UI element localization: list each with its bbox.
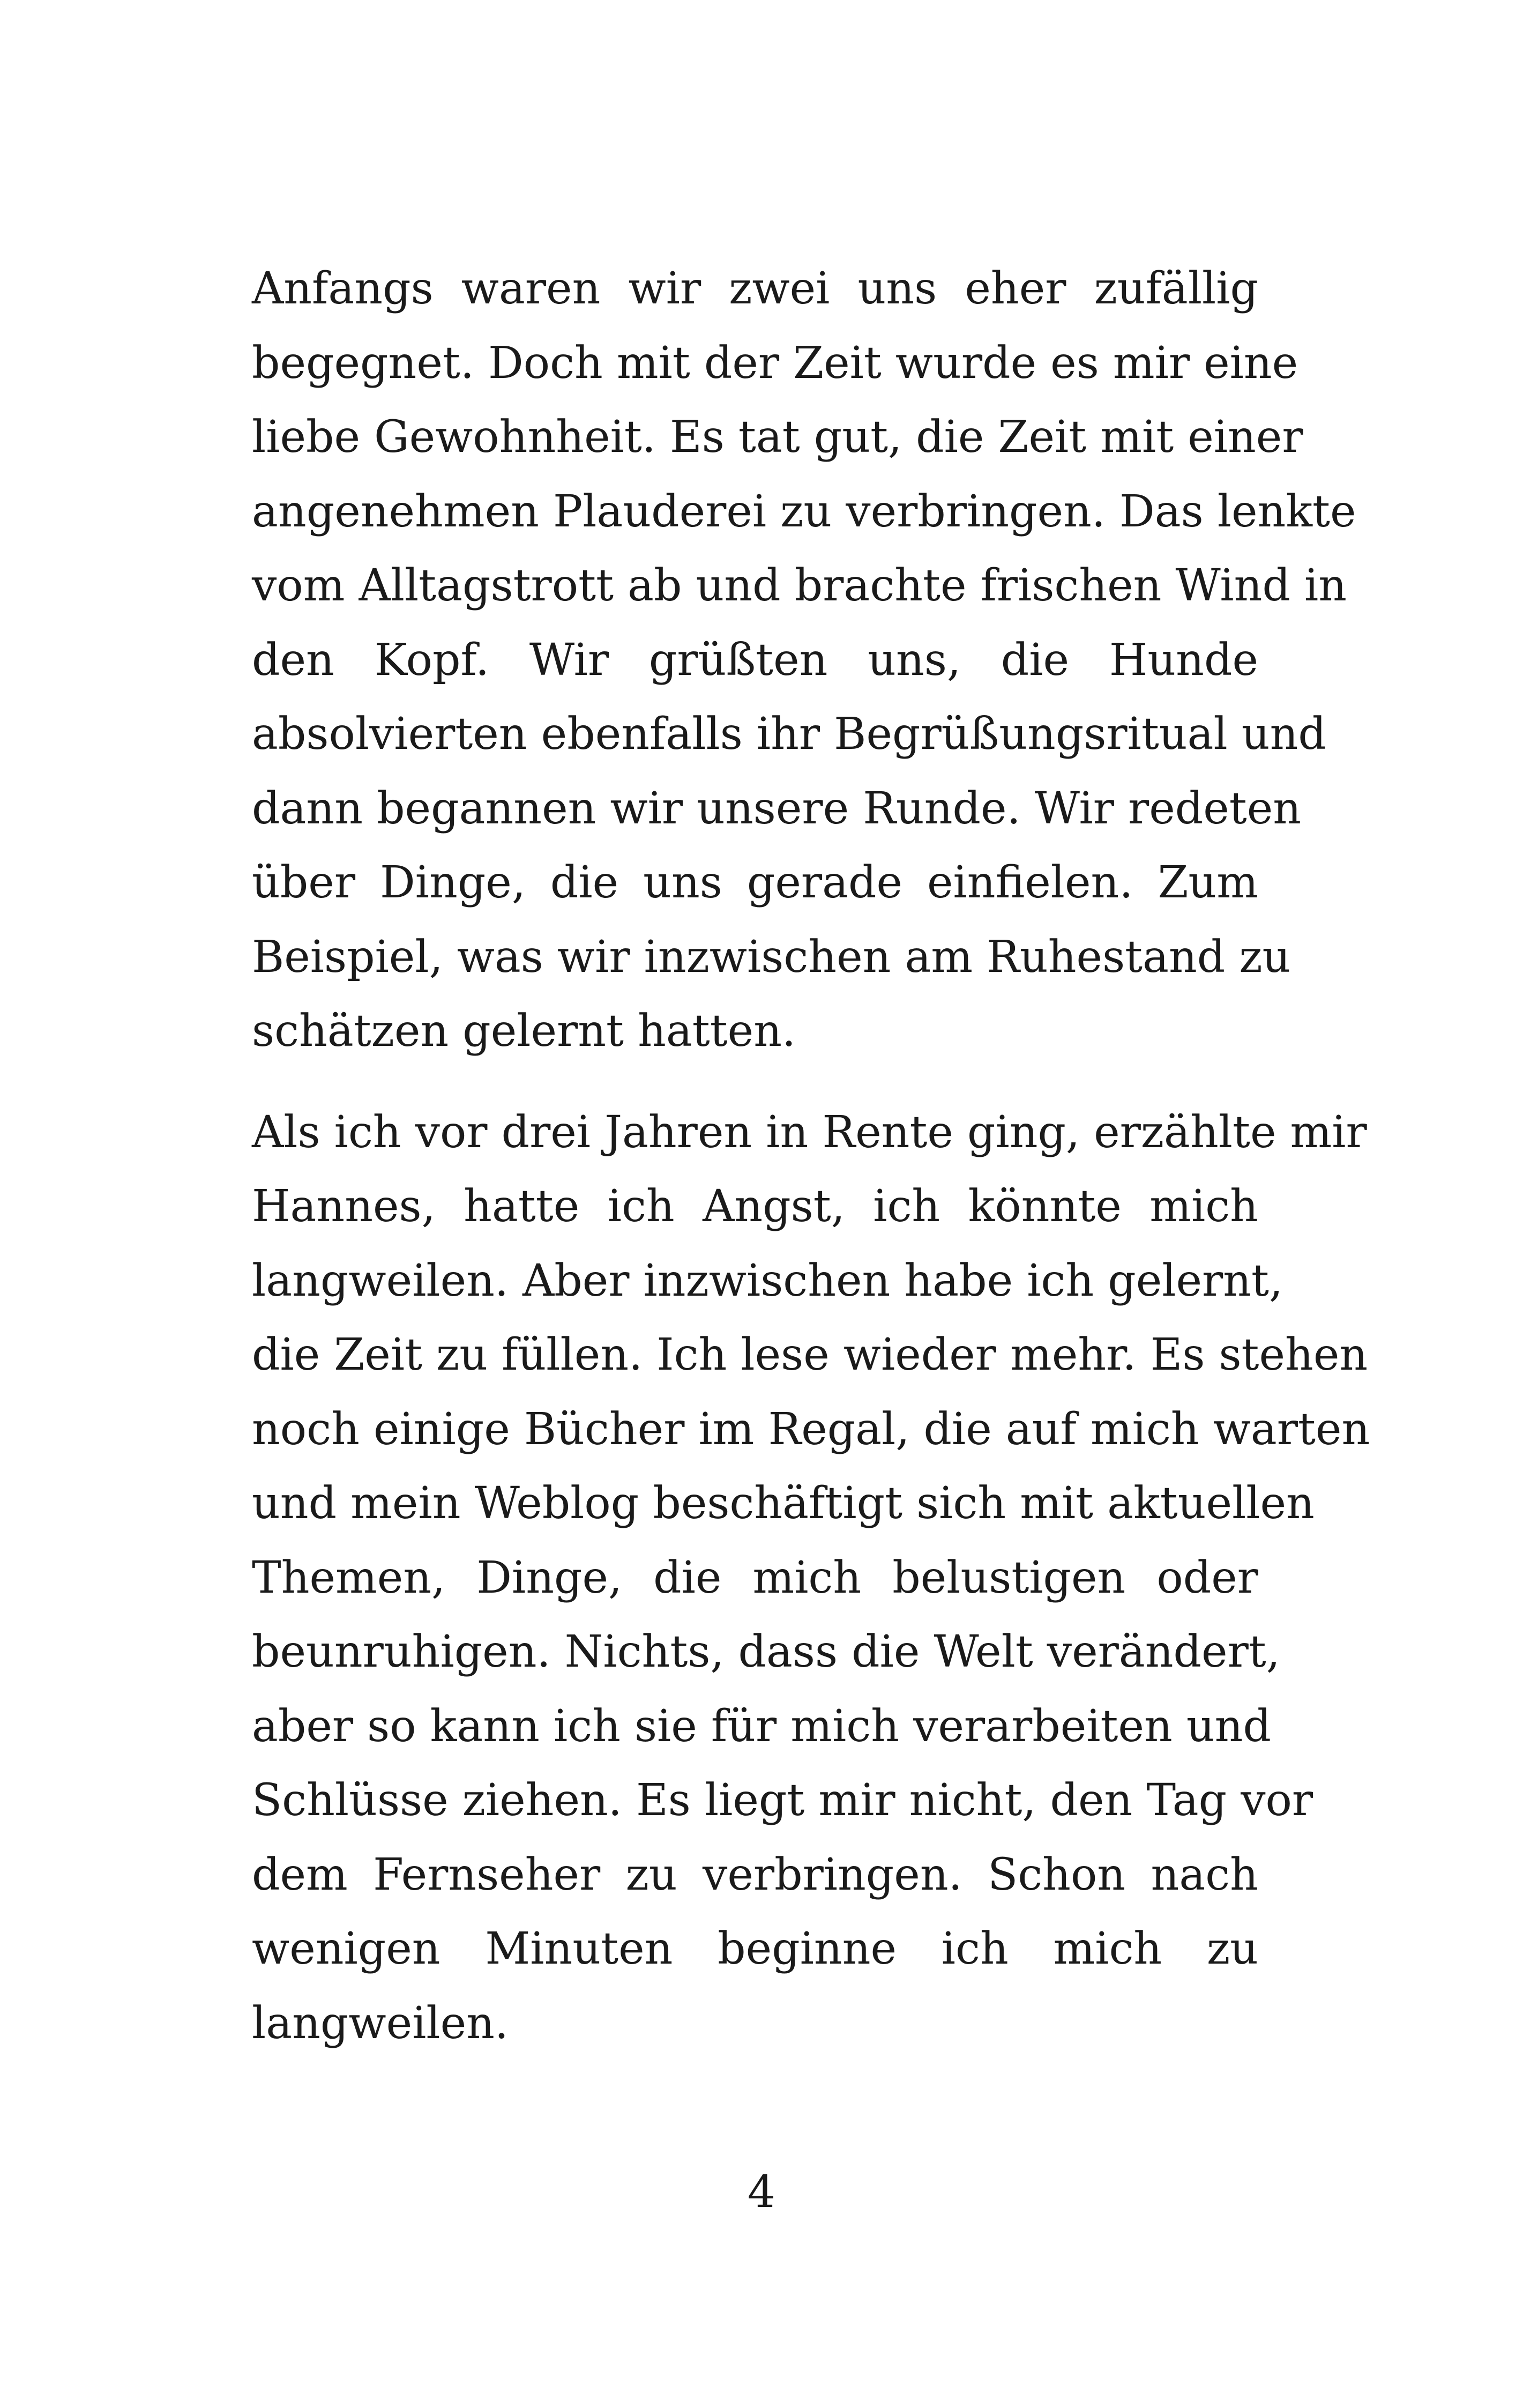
text-line: den Kopf. Wir grüßten uns, die Hunde <box>252 634 1258 686</box>
text-line: wenigen Minuten beginne ich mich zu <box>252 1923 1258 1974</box>
text-line: dann begannen wir unsere Runde. Wir redeten <box>252 783 1302 834</box>
text-line: noch einige Bücher im Regal, die auf mich warten <box>252 1403 1370 1455</box>
paragraph-1 <box>252 252 1356 1069</box>
text-line: aber so kann ich sie für mich verarbeiten und <box>252 1700 1271 1752</box>
text-line: Themen, Dinge, die mich belustigen oder <box>252 1552 1258 1603</box>
text-line: und mein Weblog beschäftigt sich mit aktuellen <box>252 1478 1315 1529</box>
text-line: Schlüsse ziehen. Es liegt mir nicht, den Tag vor <box>252 1775 1313 1826</box>
text-line: Anfangs waren wir zwei uns eher zufällig <box>252 263 1258 314</box>
paragraph-2 <box>252 1096 1370 2061</box>
text-line: Als ich vor drei Jahren in Rente ging, erzählte mir <box>252 1106 1367 1158</box>
text-line: dem Fernseher zu verbringen. Schon nach <box>252 1849 1258 1900</box>
text-line: langweilen. <box>252 1997 509 2049</box>
text-line: langweilen. Aber inzwischen habe ich gelernt, <box>252 1255 1283 1306</box>
text-line: schätzen gelernt hatten. <box>252 1006 796 1057</box>
text-line: liebe Gewohnheit. Es tat gut, die Zeit mit einer <box>252 412 1303 463</box>
text-line: absolvierten ebenfalls ihr Begrüßungsritual und <box>252 709 1326 760</box>
text-line: begegnet. Doch mit der Zeit wurde es mir eine <box>252 337 1298 389</box>
text-line: vom Alltagstrott ab und brachte frischen Wind in <box>252 560 1347 611</box>
text-line: beunruhigen. Nichts, dass die Welt verändert, <box>252 1626 1280 1677</box>
text-line: die Zeit zu füllen. Ich lese wieder mehr. Es stehen <box>252 1329 1368 1380</box>
page-number: 4 <box>747 2167 776 2218</box>
text-line: über Dinge, die uns gerade einfielen. Zum <box>252 857 1258 908</box>
text-line: angenehmen Plauderei zu verbringen. Das lenkte <box>252 486 1356 537</box>
body-text <box>252 252 1370 2061</box>
text-line: Beispiel, was wir inzwischen am Ruhestand zu <box>252 931 1291 983</box>
text-line: Hannes, hatte ich Angst, ich könnte mich <box>252 1181 1258 1232</box>
